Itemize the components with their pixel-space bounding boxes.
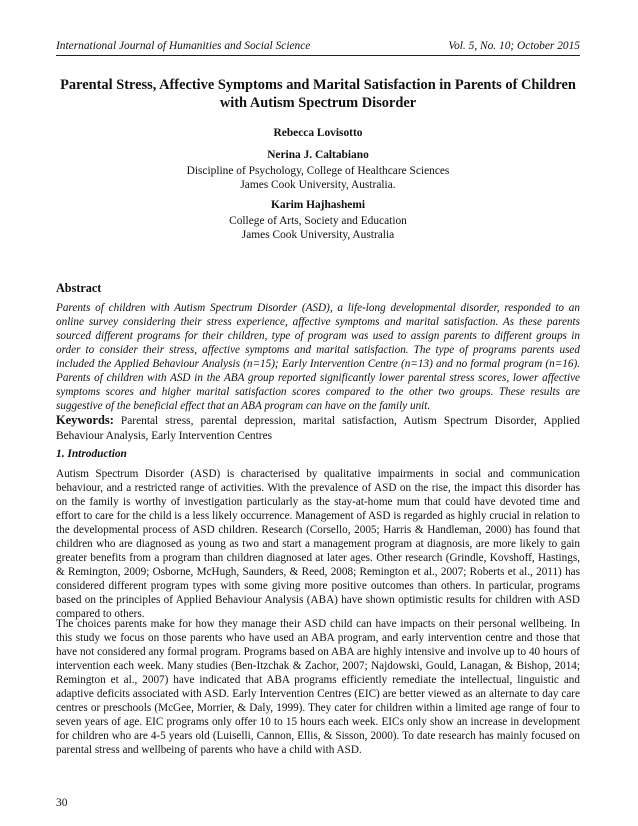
section-heading: 1. Introduction xyxy=(56,448,127,460)
running-header xyxy=(56,40,580,53)
author-name: Rebecca Lovisotto xyxy=(273,127,363,139)
keywords-text: Parental stress, parental depression, marital satisfaction, Autism Spectrum Disorder, Applied Behaviour Analysis, Early Intervention Centres xyxy=(56,415,580,442)
affiliation-line: College of Arts, Society and Education xyxy=(229,215,407,227)
keywords xyxy=(56,413,580,443)
page-number: 30 xyxy=(56,797,68,809)
keywords-label: Keywords: xyxy=(56,413,114,427)
affiliation-line: James Cook University, Australia. xyxy=(240,179,396,191)
abstract-body: Parents of children with Autism Spectrum Disorder (ASD), a life-long developmental disorder, responded to an online survey considering their stress experience, affective symptoms and marital satisfaction. As these parents sourced different programs for their children, type of program was used to assign parents to different groups in order to consider their stress, affective symptoms and marital satisfaction. The type of programs parents used included the Applied Behaviour Analysis (n=15); Early Intervention Centre (n=13) and no formal program (n=16). Parents of children with ASD in the ABA group reported significantly lower parental stress scores, lower affective symptoms scores and higher marital satisfaction scores compared to the other two groups. These results are suggestive of the beneficial effect that an ABA program can have on the family unit. xyxy=(56,302,580,413)
body-paragraph: The choices parents make for how they manage their ASD child can have impacts on their personal wellbeing. In this study we focus on those parents who have used an ABA program, and early intervention centre and those that have not considered any formal program. Programs based on ABA are highly intensive and involve up to 40 hours of intervention each week. Many studies (Ben-Itzchak & Zachor, 2007; Najdowski, Gould, Lanagan, & Bishop, 2014; Remington et al., 2007) have indicated that ABA programs efficiently remediate the intellectual, linguistic and adaptive deficits associated with ASD. Early Intervention Centres (EIC) are better viewed as an alternate to day care centres or preschools (McGee, Morrier, & Daly, 1999). They cater for children within a limited age range of four to seven years of age. EIC programs only offer 10 to 15 hours each week. EICs only show an increase in development for children who are 4-5 years old (Luiselli, Cannon, Ellis, & Sisson, 2000). To date research has mainly focused on parental stress and wellbeing of parents who have a child with ASD. xyxy=(56,618,580,757)
issue-info: Vol. 5, No. 10; October 2015 xyxy=(448,40,580,52)
header-divider xyxy=(56,55,580,56)
abstract-heading: Abstract xyxy=(56,281,102,295)
body-paragraph: Autism Spectrum Disorder (ASD) is characterised by qualitative impairments in social and communication behaviour, and a restricted range of activities. With the prevalence of ASD on the rise, the impact this disorder has on the family is worthy of investigation particularly as the stay-at-home mum that could have devoted time and effort to care for the child is a less likely occurrence. Management of ASD is regarded as highly crucial in relation to the developmental process of ASD children. Research (Corsello, 2005; Harris & Handleman, 2000) has found that children who are diagnosed as young as two and start a management program at diagnosis, are more likely to gain greater benefits from a program than children diagnosed at later ages. Other research (Grindle, Kovshoff, Hastings, & Remington, 2009; Osborne, McHugh, Saunders, & Reed, 2008; Remington et al., 2007; Roberts et al., 2011) has considered different program types with some giving more positive outcomes than others. In particular, programs based on the principles of Applied Behaviour Analysis (ABA) have shown optimistic results for children with ASD compared to others. xyxy=(56,468,580,621)
author-name: Karim Hajhashemi xyxy=(271,199,365,211)
affiliation-line: Discipline of Psychology, College of Healthcare Sciences xyxy=(186,165,450,177)
journal-name: International Journal of Humanities and Social Science xyxy=(56,40,311,52)
paper-title: Parental Stress, Affective Symptoms and Marital Satisfaction in Parents of Children with Autism Spectrum Disorder xyxy=(60,77,576,111)
affiliation-line: James Cook University, Australia xyxy=(241,229,395,241)
author-name: Nerina J. Caltabiano xyxy=(267,149,369,161)
